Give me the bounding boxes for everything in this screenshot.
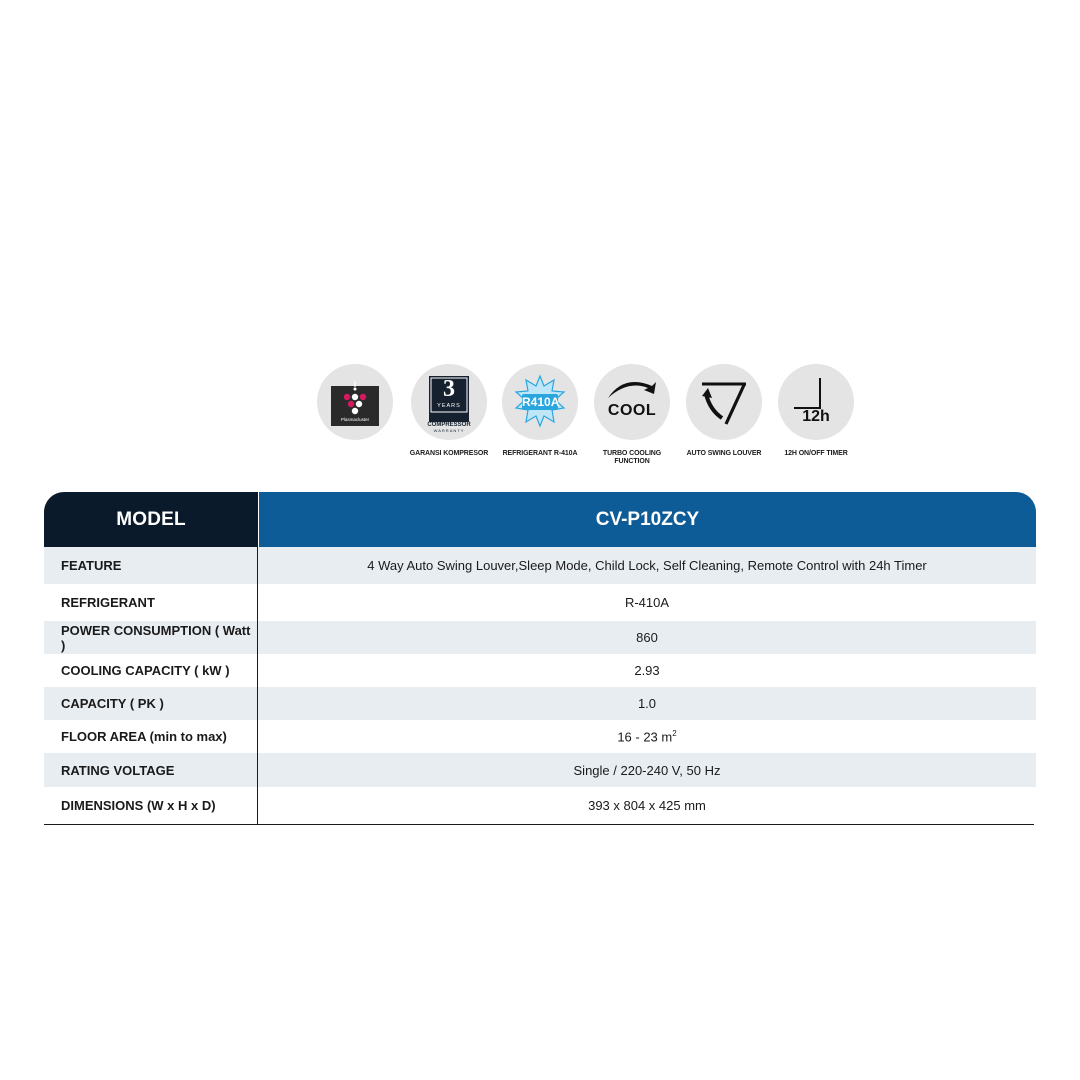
row-value: 393 x 804 x 425 mm	[588, 798, 706, 813]
row-label: FEATURE	[44, 547, 258, 584]
timer-icon	[778, 364, 854, 440]
warranty-number: 3	[443, 376, 455, 402]
spec-table	[44, 492, 1036, 825]
row-value: 860	[636, 630, 658, 645]
feature-swing-louver: AUTO SWING LOUVER	[684, 364, 764, 458]
header-model-value: CV-P10ZCY	[259, 492, 1036, 547]
row-value: 4 Way Auto Swing Louver,Sleep Mode, Child Lock, Self Cleaning, Remote Control with 24h Timer	[367, 558, 927, 573]
feature-refrigerant: R410A REFRIGERANT R-410A	[500, 364, 580, 458]
row-label: FLOOR AREA (min to max)	[44, 720, 258, 753]
feature-turbo-cool: COOL TURBO COOLING FUNCTION	[592, 364, 672, 466]
cool-icon	[594, 364, 670, 440]
feature-timer: 12h 12H ON/OFF TIMER	[776, 364, 856, 458]
refrigerant-icon	[502, 364, 578, 440]
row-label: REFRIGERANT	[44, 584, 258, 621]
timer-logo-text: 12h	[802, 408, 830, 425]
warranty-line2: WARRANTY	[433, 428, 465, 433]
row-label: RATING VOLTAGE	[44, 753, 258, 787]
swing-louver-icon	[686, 364, 762, 440]
header-model-label: MODEL	[44, 492, 258, 547]
table-row	[44, 787, 1036, 824]
table-row	[44, 720, 1036, 753]
table-row	[44, 621, 1036, 654]
plasmacluster-icon	[317, 364, 393, 440]
table-row	[44, 547, 1036, 584]
spec-table-header	[44, 492, 1036, 547]
cool-logo-text: COOL	[607, 402, 657, 419]
table-row	[44, 654, 1036, 687]
table-row	[44, 753, 1036, 787]
row-value: Single / 220-240 V, 50 Hz	[573, 762, 721, 778]
table-row	[44, 584, 1036, 621]
refrigerant-logo-text: R410A	[522, 395, 560, 409]
row-value: 16 - 23 $m^2$	[617, 728, 677, 745]
table-row	[44, 687, 1036, 720]
row-value: R-410A	[624, 595, 670, 610]
feature-icons-strip	[0, 364, 1080, 474]
row-label: CAPACITY ( PK )	[44, 687, 258, 720]
warranty-badge-icon	[411, 364, 487, 440]
feature-warranty: 3 YEARS COMPRESSOR WARRANTY GARANSI KOMPRESOR	[409, 364, 489, 458]
warranty-line1: COMPRESSOR	[427, 422, 471, 428]
row-value: 1.0	[637, 696, 657, 711]
row-value: 2.93	[634, 663, 660, 678]
warranty-unit: YEARS	[437, 403, 461, 409]
row-label: POWER CONSUMPTION ( Watt )	[44, 621, 258, 654]
row-label: COOLING CAPACITY ( kW )	[44, 654, 258, 687]
feature-plasmacluster	[315, 364, 395, 450]
row-label: DIMENSIONS (W x H x D)	[44, 787, 258, 824]
table-bottom-border	[44, 824, 1034, 825]
plasmacluster-logo-text: Plasmacluster	[340, 417, 370, 422]
